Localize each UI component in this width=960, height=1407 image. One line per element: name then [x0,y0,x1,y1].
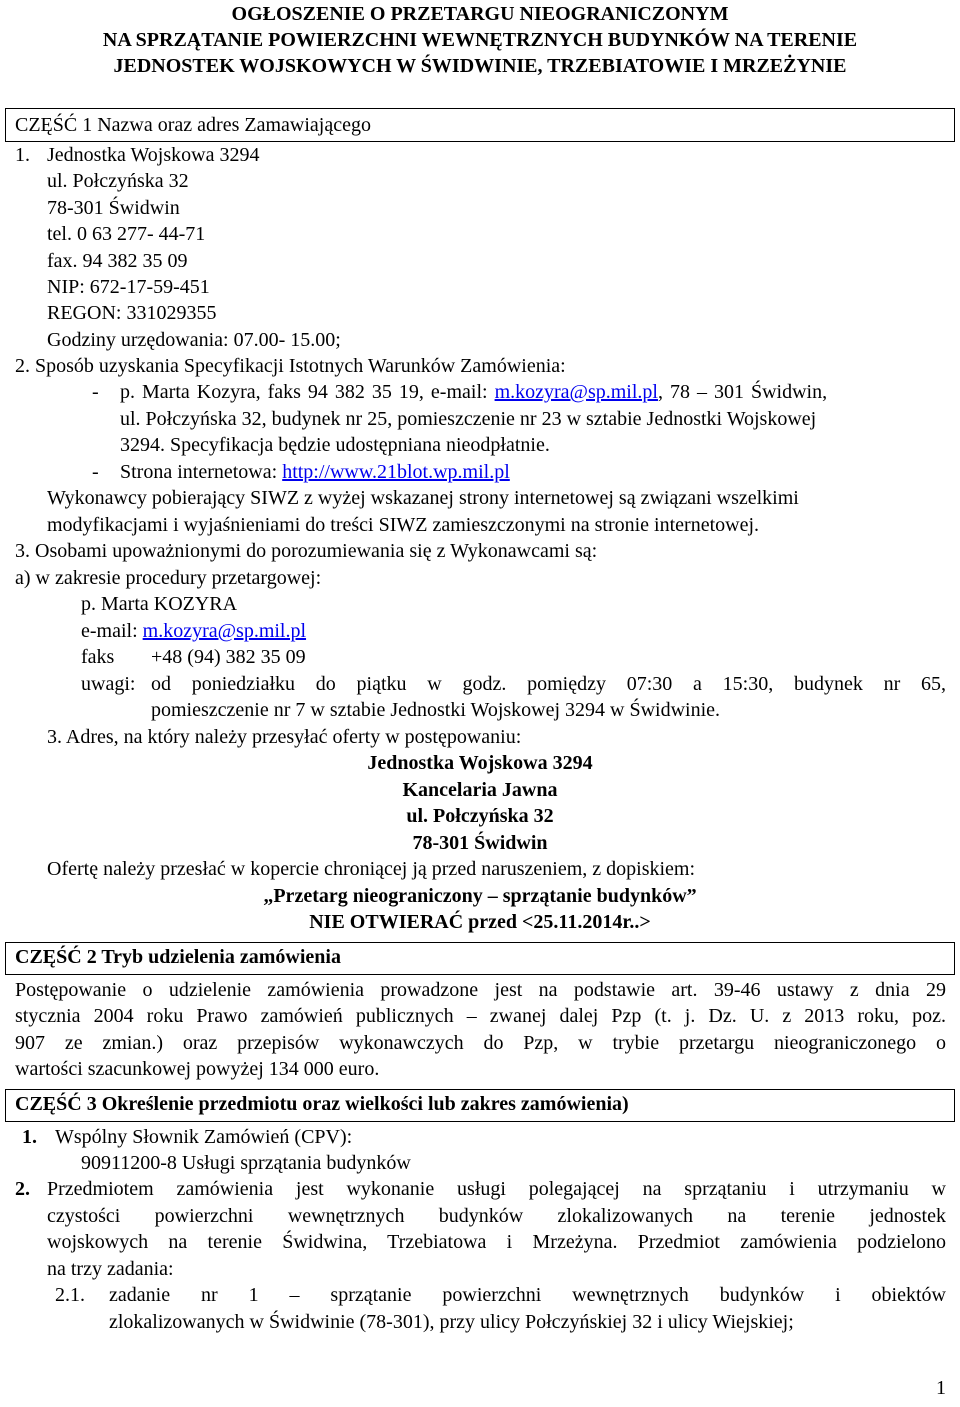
website-link[interactable]: http://www.21blot.wp.mil.pl [282,461,510,483]
contact-fax: +48 (94) 382 35 09 [151,646,306,668]
offer-mark-1: „Przetarg nieograniczony – sprzątanie budynków” [263,885,697,907]
marta-line-3: 3294. Specyfikacja będzie udostępniana nieodpłatnie. [120,434,550,456]
subtask-line-2: zlokalizowanych w Świdwinie (78-301), przy ulicy Połczyńskiej 32 i ulicy Wiejskiej; [109,1311,794,1333]
part3-item2-line-1: Przedmiotem zamówienia jest wykonanie usługi polegającej na sprzątaniu i utrzymaniu w [47,1178,946,1200]
bullet-dash: - [92,381,99,403]
unit-hours: Godziny urzędowania: 07.00- 15.00; [47,329,341,351]
website-label: Strona internetowa: [120,461,283,483]
offer-address-office: Kancelaria Jawna [402,779,558,801]
unit-city: 78-301 Świdwin [47,197,180,219]
contact-notes-2: pomieszczenie nr 7 w sztabie Jednostki Wojskowej 3294 w Świdwinie. [151,699,721,721]
unit-nip: NIP: 672-17-59-451 [47,276,210,298]
unit-street: ul. Połczyńska 32 [47,170,189,192]
part3-item1: Wspólny Słownik Zamówień (CPV): [55,1126,353,1148]
marta-line-1 [120,379,946,406]
part2-header: CZĘŚĆ 2 Tryb udzielenia zamówienia [15,946,341,968]
part1-header: CZĘŚĆ 1 Nazwa oraz adres Zamawiającego [15,114,371,136]
contact-email-link[interactable]: m.kozyra@sp.mil.pl [142,620,307,642]
marta-email-link[interactable]: m.kozyra@sp.mil.pl [494,381,658,403]
part2-line-3: 907 ze zmian.) oraz przepisów wykonawczych do Pzp, w trybie przetargu nieograniczonego o [15,1032,946,1054]
contact-email-label: e-mail: [81,620,143,642]
unit-regon: REGON: 331029355 [47,302,217,324]
offer-address-city: 78-301 Świdwin [412,832,548,854]
item1-number: 1. [15,144,30,166]
part2-line-4: wartości szacunkowej powyżej 134 000 euro. [15,1058,380,1080]
offer-envelope-note: Ofertę należy przesłać w kopercie chroniącej ją przed naruszeniem, z dopiskiem: [47,858,696,880]
bullet-dash: - [92,461,99,483]
title-line-1: OGŁOSZENIE O PRZETARGU NIEOGRANICZONYM [231,3,729,25]
part3-item2-line-3: wojskowych na terenie Świdwina, Trzebiatowa i Mrzeżyna. Przedmiot zamówienia podzielono [47,1231,946,1253]
part3-item1-number: 1. [22,1126,37,1148]
marta-text: p. Marta Kozyra, faks 94 382 35 19, e-mail: [120,381,495,403]
part2-line-2: stycznia 2004 roku Prawo zamówień publicznych – zwanej dalej Pzp (t. j. Dz. U. z 2013 roku, poz. [15,1005,946,1027]
contact-name: p. Marta KOZYRA [81,593,238,615]
unit-phone: tel. 0 63 277- 44-71 [47,223,206,245]
item2-text: 2. Sposób uzyskania Specyfikacji Istotnych Warunków Zamówienia: [15,355,566,377]
offer-address-street: ul. Połczyńska 32 [406,805,554,827]
part3-header: CZĘŚĆ 3 Określenie przedmiotu oraz wielkości lub zakres zamówienia) [15,1093,629,1115]
part3-item2-line-4: na trzy zadania: [47,1258,174,1280]
contact-notes-label: uwagi: [81,673,136,695]
marta-address: , 78 – 301 Świdwin, [657,381,828,403]
marta-line-2: ul. Połczyńska 32, budynek nr 25, pomieszczenie nr 23 w sztabie Jednostki Wojskowej [120,408,817,430]
item3a-text: a) w zakresie procedury przetargowej: [15,567,322,589]
contact-fax-label: faks [81,646,115,668]
part3-item2-line-2: czystości powierzchni wewnętrznych budynków zlokalizowanych na terenie jednostek [47,1205,946,1227]
page-number: 1 [936,1377,946,1399]
item3-text: 3. Osobami upoważnionymi do porozumiewania się z Wykonawcami są: [15,540,598,562]
offer-mark-2: NIE OTWIERAĆ przed <25.11.2014r..> [309,911,651,933]
contact-notes-1: od poniedziałku do piątku w godz. pomiędzy 07:30 a 15:30, budynek nr 65, [151,673,946,695]
website-line [120,459,510,486]
offer-address-intro: 3. Adres, na który należy przesyłać oferty w postępowaniu: [47,726,522,748]
unit-name: Jednostka Wojskowa 3294 [47,144,260,166]
subtask-number: 2.1. [55,1284,85,1306]
contractor-note-2: modyfikacjami i wyjaśnieniami do treści SIWZ zamieszczonymi na stronie internetowej. [47,514,760,536]
title-line-3: JEDNOSTEK WOJSKOWYCH W ŚWIDWINIE, TRZEBIATOWIE I MRZEŻYNIE [113,55,847,77]
part3-cpv-code: 90911200-8 Usługi sprzątania budynków [81,1152,411,1174]
contractor-note-1: Wykonawcy pobierający SIWZ z wyżej wskazanej strony internetowej są związani wszelkimi [47,487,799,509]
part2-line-1: Postępowanie o udzielenie zamówienia prowadzone jest na podstawie art. 39-46 ustawy z dnia 29 [15,979,946,1001]
contact-email-line [81,618,306,645]
offer-address-unit: Jednostka Wojskowa 3294 [367,752,593,774]
subtask-line-1: zadanie nr 1 – sprzątanie powierzchni wewnętrznych budynków i obiektów [109,1284,946,1306]
part3-item2-number: 2. [15,1178,30,1200]
unit-fax: fax. 94 382 35 09 [47,250,188,272]
title-line-2: NA SPRZĄTANIE POWIERZCHNI WEWNĘTRZNYCH BUDYNKÓW NA TERENIE [102,29,858,51]
